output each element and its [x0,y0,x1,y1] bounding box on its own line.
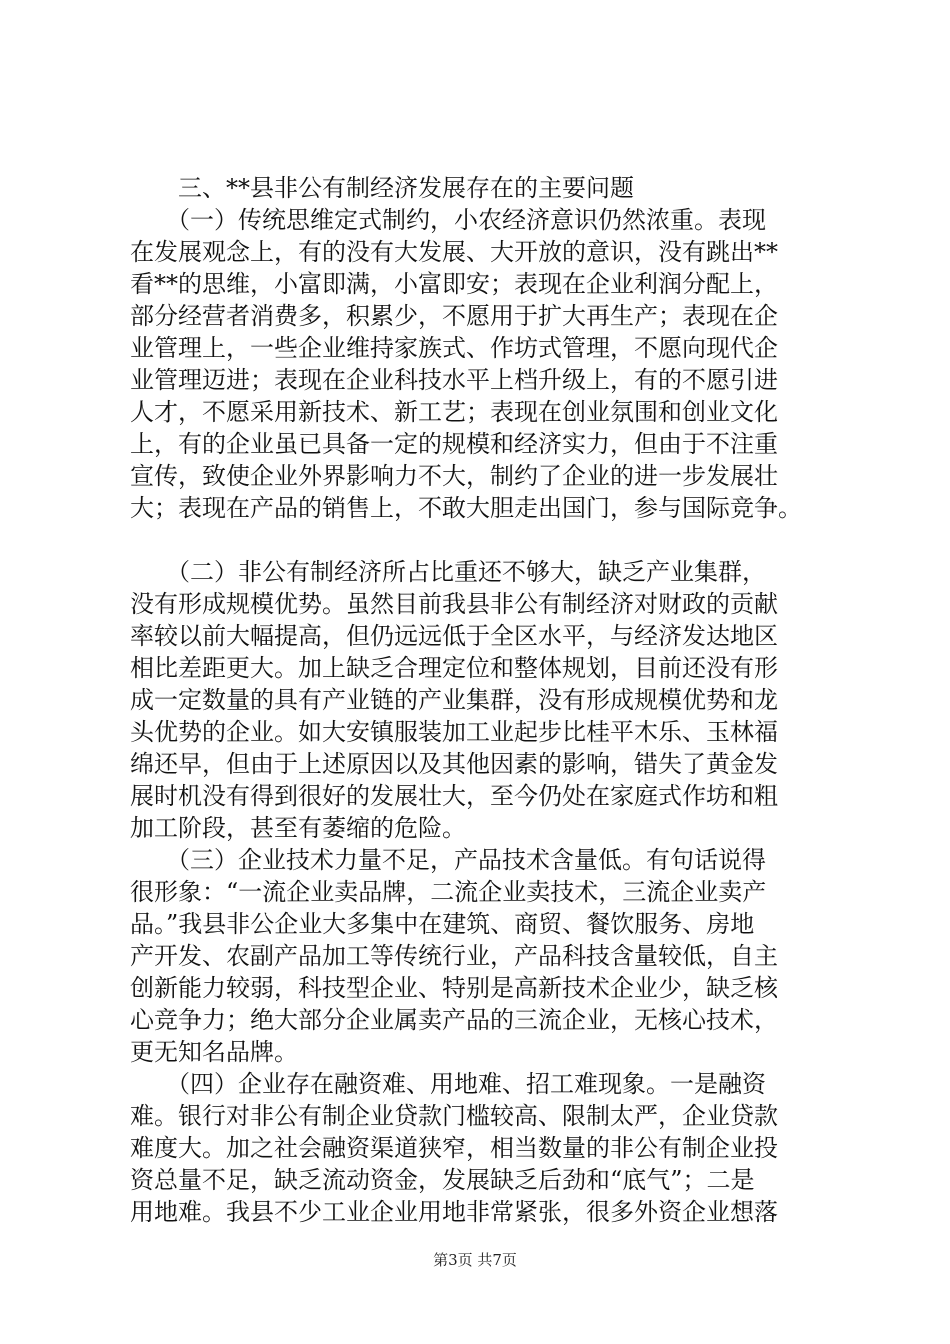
text-line: 更无知名品牌。 [130,1038,298,1066]
text-line: 很形象：“一流企业卖品牌，二流企业卖技术，三流企业卖产 [130,878,767,906]
text-line: 用地难。我县不少工业企业用地非常紧张，很多外资企业想落 [130,1198,778,1226]
section-heading: 三、**县非公有制经济发展存在的主要问题 [130,174,634,202]
page-number-footer: 第3页 共7页 [433,1251,517,1269]
document-body [130,172,840,1228]
text-line: 没有形成规模优势。虽然目前我县非公有制经济对财政的贡献 [130,590,778,618]
text-line: 人才，不愿采用新技术、新工艺；表现在创业氛围和创业文化 [130,398,778,426]
paragraph-gap [130,524,840,556]
text-line: 绵还早，但由于上述原因以及其他因素的影响，错失了黄金发 [130,750,778,778]
text-line: 大；表现在产品的销售上，不敢大胆走出国门，参与国际竞争。 [130,494,802,522]
text-line: （四）企业存在融资难、用地难、招工难现象。一是融资 [130,1070,766,1098]
text-line: （二）非公有制经济所占比重还不够大，缺乏产业集群， [130,558,766,586]
text-line: （三）企业技术力量不足，产品技术含量低。有句话说得 [130,846,766,874]
text-line: 在发展观念上，有的没有大发展、大开放的意识，没有跳出** [130,238,778,266]
text-line: 难度大。加之社会融资渠道狭窄，相当数量的非公有制企业投 [130,1134,778,1162]
text-line: 创新能力较弱，科技型企业、特别是高新技术企业少，缺乏核 [130,974,778,1002]
text-line: 心竞争力；绝大部分企业属卖产品的三流企业，无核心技术， [130,1006,778,1034]
text-line: 业管理上，一些企业维持家族式、作坊式管理，不愿向现代企 [130,334,778,362]
text-line: 率较以前大幅提高，但仍远远低于全区水平，与经济发达地区 [130,622,778,650]
text-line: 看**的思维，小富即满，小富即安；表现在企业利润分配上， [130,270,778,298]
text-line: 产开发、农副产品加工等传统行业，产品科技含量较低，自主 [130,942,778,970]
text-line: 成一定数量的具有产业链的产业集群，没有形成规模优势和龙 [130,686,778,714]
text-line: （一）传统思维定式制约，小农经济意识仍然浓重。表现 [130,206,766,234]
text-line: 资总量不足，缺乏流动资金，发展缺乏后劲和“底气”；二是 [130,1166,755,1194]
text-line: 展时机没有得到很好的发展壮大，至今仍处在家庭式作坊和粗 [130,782,778,810]
text-line: 业管理迈进；表现在企业科技水平上档升级上，有的不愿引进 [130,366,778,394]
text-line: 部分经营者消费多，积累少，不愿用于扩大再生产；表现在企 [130,302,778,330]
text-line: 加工阶段，甚至有萎缩的危险。 [130,814,466,842]
text-line: 上，有的企业虽已具备一定的规模和经济实力，但由于不注重 [130,430,778,458]
text-line: 品。”我县非公企业大多集中在建筑、商贸、餐饮服务、房地 [130,910,755,938]
text-line: 相比差距更大。加上缺乏合理定位和整体规划，目前还没有形 [130,654,778,682]
text-line: 头优势的企业。如大安镇服装加工业起步比桂平木乐、玉林福 [130,718,778,746]
text-line: 难。银行对非公有制企业贷款门槛较高、限制太严，企业贷款 [130,1102,778,1130]
text-line: 宣传，致使企业外界影响力不大，制约了企业的进一步发展壮 [130,462,778,490]
